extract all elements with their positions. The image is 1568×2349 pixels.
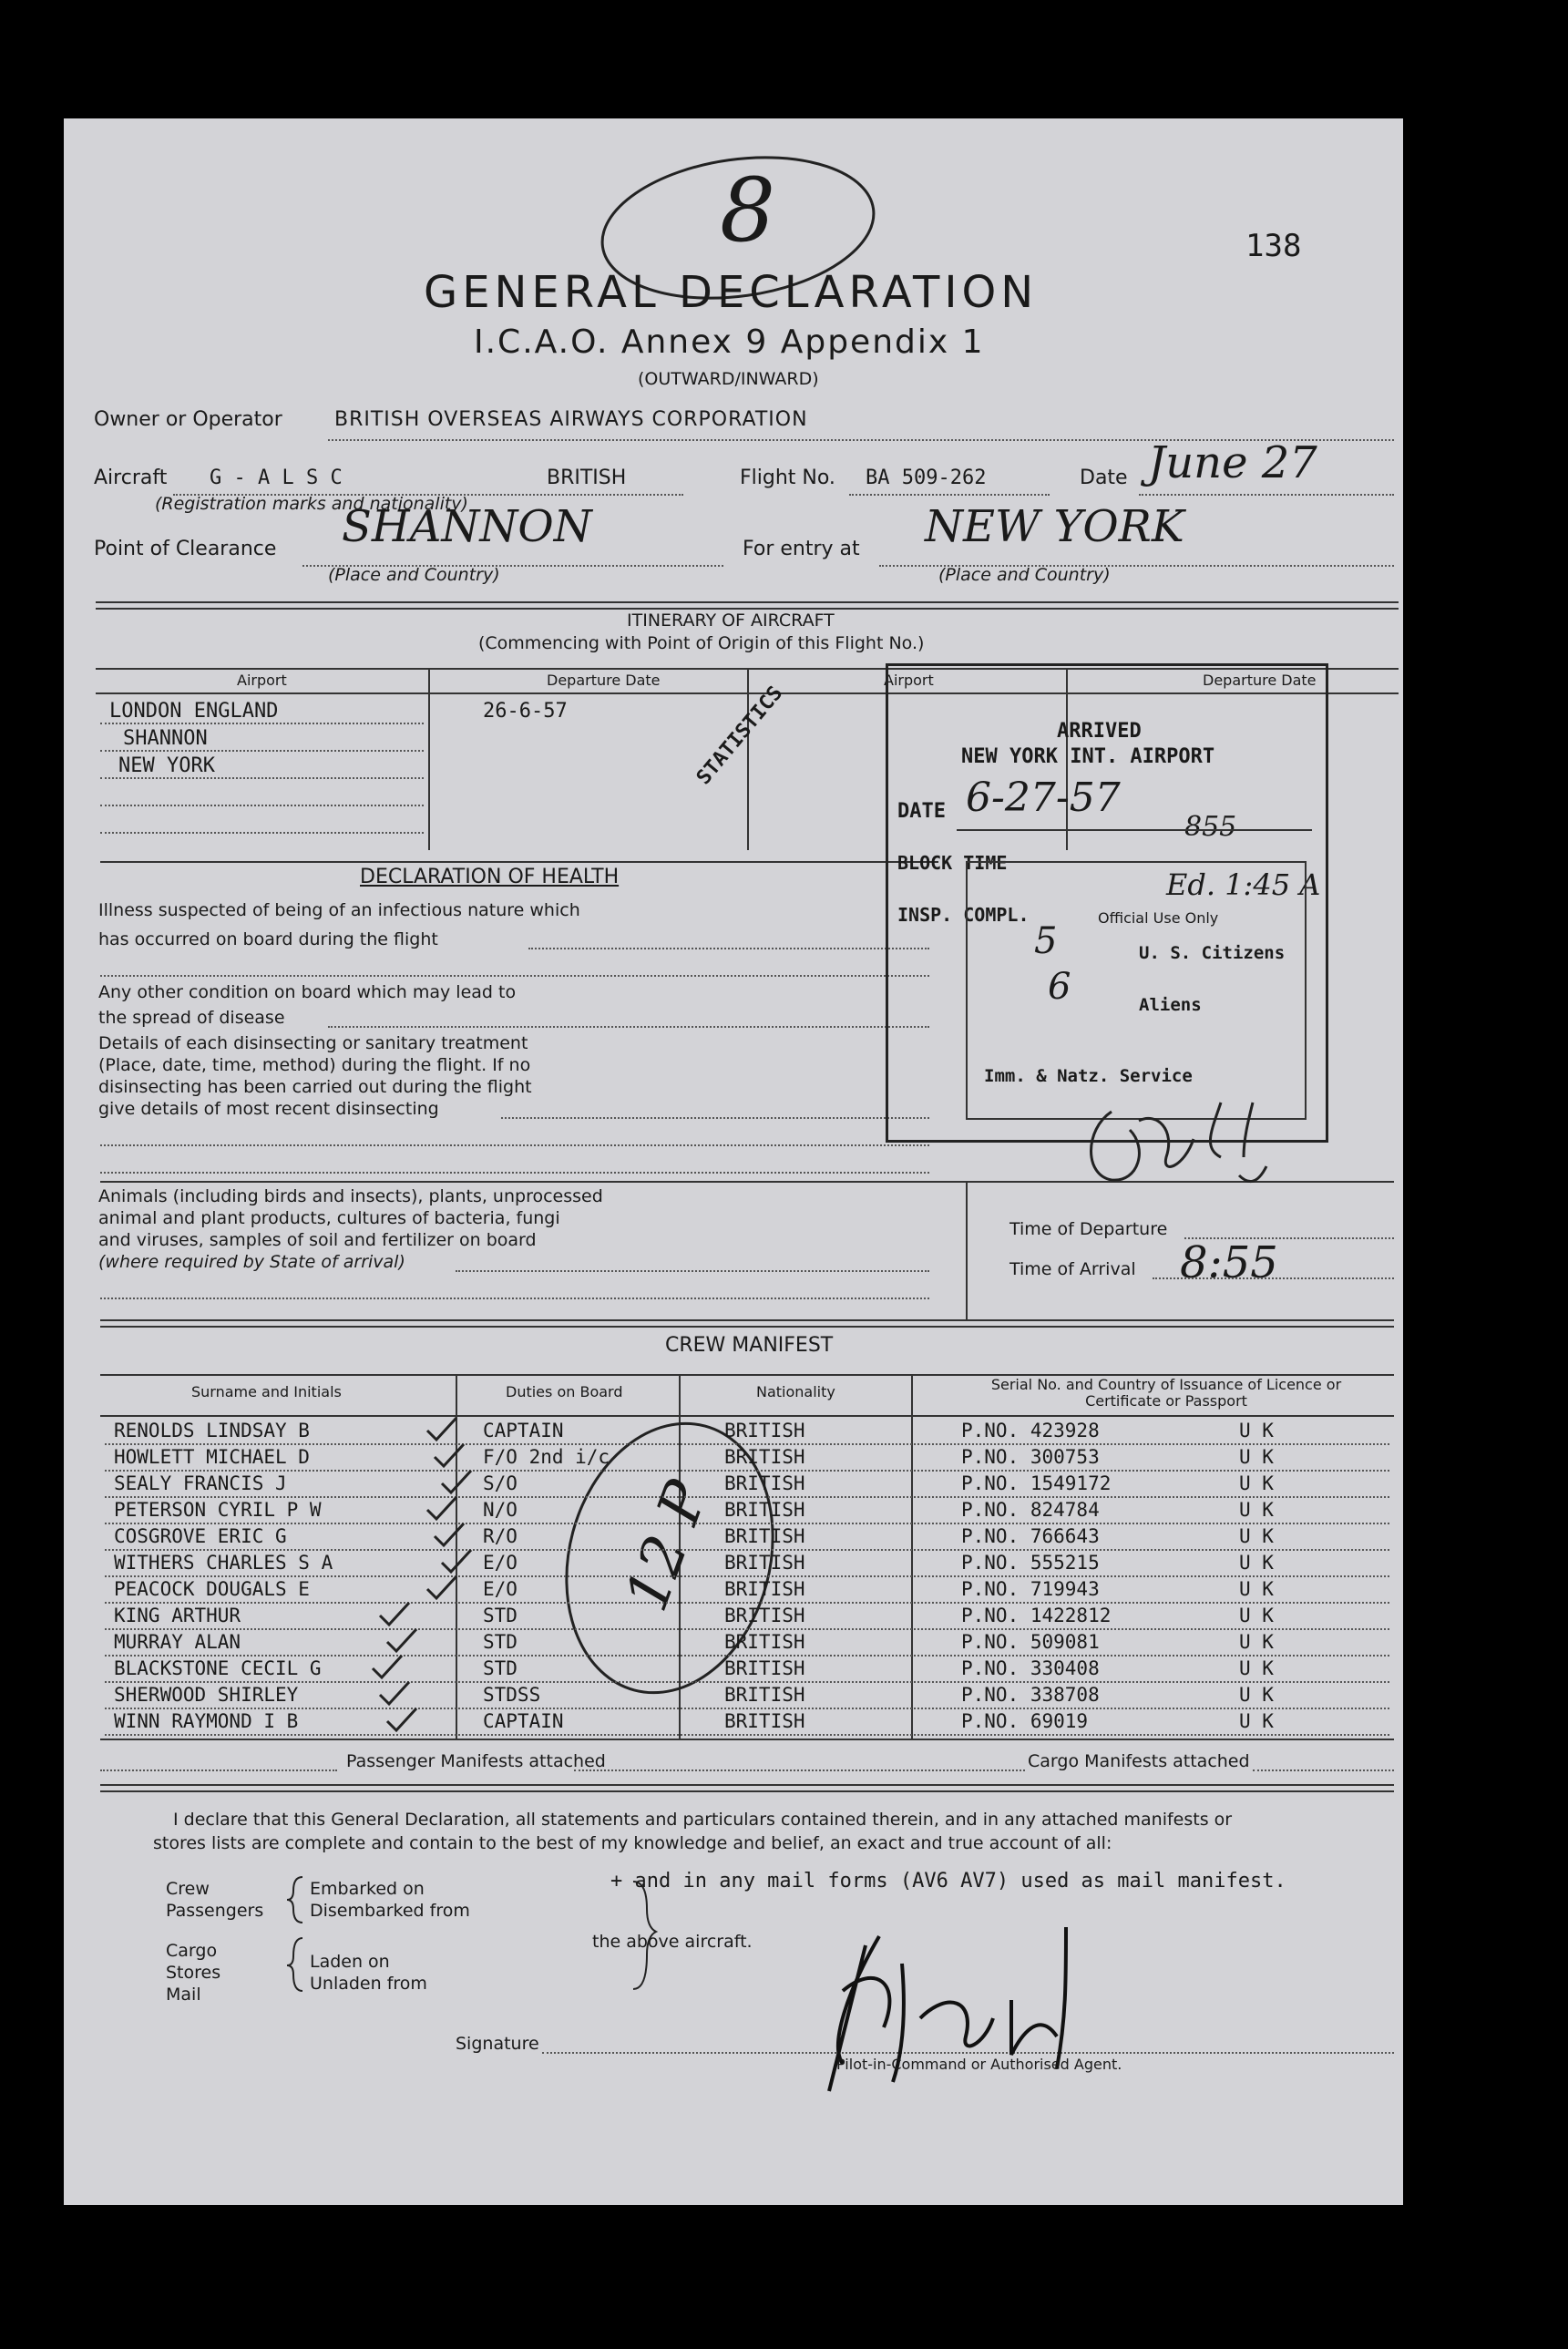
signature-label: Signature	[456, 2034, 539, 2054]
flight-value: BA 509-262	[866, 467, 987, 489]
crew-country: U K	[1239, 1420, 1274, 1441]
stamp-block-value: Ed. 1:45 A	[1166, 867, 1321, 902]
entry-sub: (Place and Country)	[938, 565, 1111, 585]
decl-unladen: Unladen from	[310, 1974, 427, 1994]
time-departure-label: Time of Departure	[1009, 1219, 1168, 1239]
decl-stores: Stores	[166, 1963, 221, 1983]
declaration-sheet	[64, 118, 1403, 2205]
aircraft-nationality: BRITISH	[547, 467, 627, 489]
decl-typed: + and in any mail forms (AV6 AV7) used as mail manifest.	[610, 1870, 1286, 1893]
crew-name: HOWLETT MICHAEL D	[114, 1446, 310, 1468]
cargo-manifests: Cargo Manifests attached	[1028, 1751, 1250, 1771]
entry-value: NEW YORK	[925, 501, 1184, 552]
crew-nationality: BRITISH	[724, 1578, 805, 1600]
crew-country: U K	[1239, 1710, 1274, 1732]
crew-serial: P.NO. 423928	[961, 1420, 1100, 1441]
crew-row-line	[105, 1575, 1389, 1577]
crew-duty: STDSS	[483, 1684, 541, 1706]
crew-row-line	[105, 1655, 1389, 1657]
crew-nationality: BRITISH	[724, 1631, 805, 1653]
crew-name: SHERWOOD SHIRLEY	[114, 1684, 299, 1706]
animals-line1: Animals (including birds and insects), plants, unprocessed	[98, 1186, 603, 1206]
crew-name: KING ARTHUR	[114, 1605, 241, 1626]
inspector-signature	[1075, 1075, 1312, 1212]
stamp-block-time: BLOCK TIME	[897, 852, 1008, 874]
page-number: 138	[1245, 228, 1302, 264]
crew-row-line	[105, 1681, 1389, 1683]
health-q3-line4: give details of most recent disinsecting	[98, 1099, 439, 1119]
health-q1-line2: has occurred on board during the flight	[98, 929, 438, 949]
crew-serial: P.NO. 824784	[961, 1499, 1100, 1521]
crew-country: U K	[1239, 1605, 1274, 1626]
crew-col-serial: Serial No. and Country of Issuance of Licence or Certificate or Passport	[990, 1376, 1342, 1410]
date-value: June 27	[1148, 437, 1317, 488]
checkmark-icon	[438, 1469, 475, 1496]
health-q2-line1: Any other condition on board which may lead to	[98, 982, 517, 1002]
crew-serial: P.NO. 555215	[961, 1552, 1100, 1574]
crew-row-line	[105, 1496, 1389, 1498]
declaration-line2: stores lists are complete and contain to the best of my knowledge and belief, an exact and true account of all:	[153, 1833, 1112, 1853]
checkmark-icon	[431, 1442, 467, 1470]
crew-nationality: BRITISH	[724, 1472, 805, 1494]
itin-date-1: 26-6-57	[483, 700, 568, 723]
stamp-arrived: ARRIVED	[1057, 720, 1142, 743]
crew-country: U K	[1239, 1446, 1274, 1468]
decl-passengers: Passengers	[166, 1901, 264, 1921]
checkmark-icon	[424, 1416, 460, 1443]
crew-row-line	[105, 1734, 1389, 1736]
crew-name: COSGROVE ERIC G	[114, 1525, 287, 1547]
checkmark-icon	[376, 1601, 413, 1628]
page-title: GENERAL DECLARATION	[424, 267, 1039, 318]
crew-nationality: BRITISH	[724, 1552, 805, 1574]
itin-col-airport-2: Airport	[884, 672, 934, 689]
checkmark-icon	[431, 1522, 467, 1549]
decl-disembarked: Disembarked from	[310, 1901, 470, 1921]
time-arrival-value: 8:55	[1180, 1237, 1278, 1288]
itinerary-title: ITINERARY OF AIRCRAFT	[627, 610, 835, 631]
crew-row-line	[105, 1628, 1389, 1630]
statistics-stamp: STATISTICS	[692, 682, 788, 790]
checkmark-icon	[438, 1548, 475, 1575]
crew-nationality: BRITISH	[724, 1420, 805, 1441]
decl-mail: Mail	[166, 1985, 201, 2005]
clearance-value: SHANNON	[342, 501, 592, 552]
crew-duty: E/O	[483, 1578, 518, 1600]
clearance-sub: (Place and Country)	[328, 565, 500, 585]
entry-label: For entry at	[743, 538, 860, 560]
checkmark-icon	[424, 1495, 460, 1523]
animals-line3: and viruses, samples of soil and fertilizer on board	[98, 1230, 537, 1250]
time-arrival-label: Time of Arrival	[1009, 1259, 1136, 1279]
itin-airport-3: NEW YORK	[118, 754, 215, 777]
crew-name: BLACKSTONE CECIL G	[114, 1657, 322, 1679]
crew-name: PETERSON CYRIL P W	[114, 1499, 322, 1521]
crew-serial: P.NO. 330408	[961, 1657, 1100, 1679]
itin-airport-2: SHANNON	[123, 727, 208, 750]
itinerary-sub: (Commencing with Point of Origin of this Flight No.)	[478, 633, 925, 653]
health-q3-line3: disinsecting has been carried out during the flight	[98, 1077, 532, 1097]
stamp-date-label: DATE	[897, 800, 946, 823]
crew-country: U K	[1239, 1657, 1274, 1679]
checkmark-icon	[424, 1575, 460, 1602]
crew-row-line	[105, 1470, 1389, 1472]
health-q3-line2: (Place, date, time, method) during the flight. If no	[98, 1055, 531, 1075]
crew-country: U K	[1239, 1552, 1274, 1574]
animals-line4: (where required by State of arrival)	[98, 1252, 405, 1272]
crew-name: WINN RAYMOND I B	[114, 1710, 299, 1732]
page-subtitle: I.C.A.O. Annex 9 Appendix 1	[474, 323, 985, 361]
owner-label: Owner or Operator	[94, 408, 282, 431]
decl-embarked: Embarked on	[310, 1879, 425, 1899]
itin-airport-1: LONDON ENGLAND	[109, 700, 279, 723]
crew-duty: E/O	[483, 1552, 518, 1574]
checkmark-icon	[376, 1680, 413, 1708]
crew-country: U K	[1239, 1472, 1274, 1494]
date-label: Date	[1080, 467, 1128, 489]
decl-above: the above aircraft.	[592, 1932, 753, 1952]
crew-row-line	[105, 1549, 1389, 1551]
health-q2-line2: the spread of disease	[98, 1008, 285, 1028]
crew-name: MURRAY ALAN	[114, 1631, 241, 1653]
declaration-line1: I declare that this General Declaration, all statements and particulars contained therein, and in any attached manifests or	[173, 1810, 1233, 1830]
crew-row-line	[105, 1443, 1389, 1445]
itin-col-departure: Departure Date	[547, 672, 661, 689]
crew-nationality: BRITISH	[724, 1446, 805, 1468]
crew-country: U K	[1239, 1631, 1274, 1653]
crew-duty: STD	[483, 1657, 518, 1679]
crew-duty: CAPTAIN	[483, 1710, 564, 1732]
crew-serial: P.NO. 338708	[961, 1684, 1100, 1706]
stamp-us-citizens: U. S. Citizens	[1139, 943, 1286, 963]
crew-row-line	[105, 1602, 1389, 1604]
stamp-insp: INSP. COMPL.	[897, 904, 1030, 926]
crew-col-duties: Duties on Board	[506, 1383, 623, 1400]
crew-duty: N/O	[483, 1499, 518, 1521]
crew-name: PEACOCK DOUGALS E	[114, 1578, 310, 1600]
clearance-label: Point of Clearance	[94, 538, 277, 560]
animals-line2: animal and plant products, cultures of bacteria, fungi	[98, 1208, 560, 1228]
crew-serial: P.NO. 1549172	[961, 1472, 1112, 1494]
decl-laden: Laden on	[310, 1952, 390, 1972]
stamp-aliens-num: 6	[1048, 966, 1071, 1008]
passenger-manifests: Passenger Manifests attached	[346, 1751, 606, 1771]
crew-name: SEALY FRANCIS J	[114, 1472, 287, 1494]
checkmark-icon	[369, 1654, 405, 1681]
pilot-signature	[793, 1909, 1194, 2105]
checkmark-icon	[384, 1707, 420, 1734]
crew-nationality: BRITISH	[724, 1499, 805, 1521]
health-q1-line1: Illness suspected of being of an infectious nature which	[98, 900, 580, 920]
crew-duty: S/O	[483, 1472, 518, 1494]
crew-nationality: BRITISH	[724, 1657, 805, 1679]
aircraft-sub: (Registration marks and nationality)	[155, 494, 468, 514]
crew-country: U K	[1239, 1578, 1274, 1600]
stamp-date-value: 6-27-57	[966, 774, 1121, 821]
aircraft-label: Aircraft	[94, 467, 168, 489]
crew-serial: P.NO. 300753	[961, 1446, 1100, 1468]
crew-duty: F/O 2nd i/c	[483, 1446, 610, 1468]
crew-country: U K	[1239, 1684, 1274, 1706]
direction-label: (OUTWARD/INWARD)	[638, 369, 819, 389]
decl-crew: Crew	[166, 1879, 210, 1899]
decl-cargo: Cargo	[166, 1941, 218, 1961]
stamp-us-num: 5	[1034, 920, 1058, 962]
doc-number: 8	[720, 159, 776, 262]
crew-country: U K	[1239, 1499, 1274, 1521]
crew-col-surname: Surname and Initials	[191, 1383, 342, 1400]
crew-title: CREW MANIFEST	[665, 1334, 834, 1357]
crew-row-line	[105, 1523, 1389, 1524]
crew-name: RENOLDS LINDSAY B	[114, 1420, 310, 1441]
itin-col-airport: Airport	[237, 672, 287, 689]
stamp-aliens: Aliens	[1139, 995, 1202, 1015]
crew-duty: STD	[483, 1605, 518, 1626]
crew-row-line	[105, 1708, 1389, 1709]
stamp-date-extra: 855	[1184, 811, 1237, 843]
crew-nationality: BRITISH	[724, 1525, 805, 1547]
crew-serial: P.NO. 1422812	[961, 1605, 1112, 1626]
owner-value: BRITISH OVERSEAS AIRWAYS CORPORATION	[334, 408, 808, 431]
health-title: DECLARATION OF HEALTH	[360, 866, 620, 888]
crew-serial: P.NO. 69019	[961, 1710, 1089, 1732]
stamp-airport: NEW YORK INT. AIRPORT	[961, 745, 1215, 768]
crew-serial: P.NO. 509081	[961, 1631, 1100, 1653]
flight-label: Flight No.	[740, 467, 835, 489]
crew-country: U K	[1239, 1525, 1274, 1547]
crew-nationality: BRITISH	[724, 1684, 805, 1706]
crew-nationality: BRITISH	[724, 1605, 805, 1626]
stamp-official-use: Official Use Only	[1098, 909, 1219, 927]
crew-nationality: BRITISH	[724, 1710, 805, 1732]
stamp-service: Imm. & Natz. Service	[984, 1066, 1193, 1086]
crew-duty: CAPTAIN	[483, 1420, 564, 1441]
crew-name: WITHERS CHARLES S A	[114, 1552, 333, 1574]
itin-col-departure-2: Departure Date	[1203, 672, 1317, 689]
signature-sub: Pilot-in-Command or Authorised Agent.	[836, 2056, 1122, 2073]
crew-duty: R/O	[483, 1525, 518, 1547]
aircraft-value: G - A L S C	[210, 467, 343, 489]
crew-duty: STD	[483, 1631, 518, 1653]
crew-serial: P.NO. 719943	[961, 1578, 1100, 1600]
checkmark-icon	[384, 1627, 420, 1655]
crew-col-nationality: Nationality	[756, 1383, 835, 1400]
crew-serial: P.NO. 766643	[961, 1525, 1100, 1547]
crew-circle-note: 12 P	[612, 1472, 722, 1620]
health-q3-line1: Details of each disinsecting or sanitary treatment	[98, 1033, 528, 1053]
